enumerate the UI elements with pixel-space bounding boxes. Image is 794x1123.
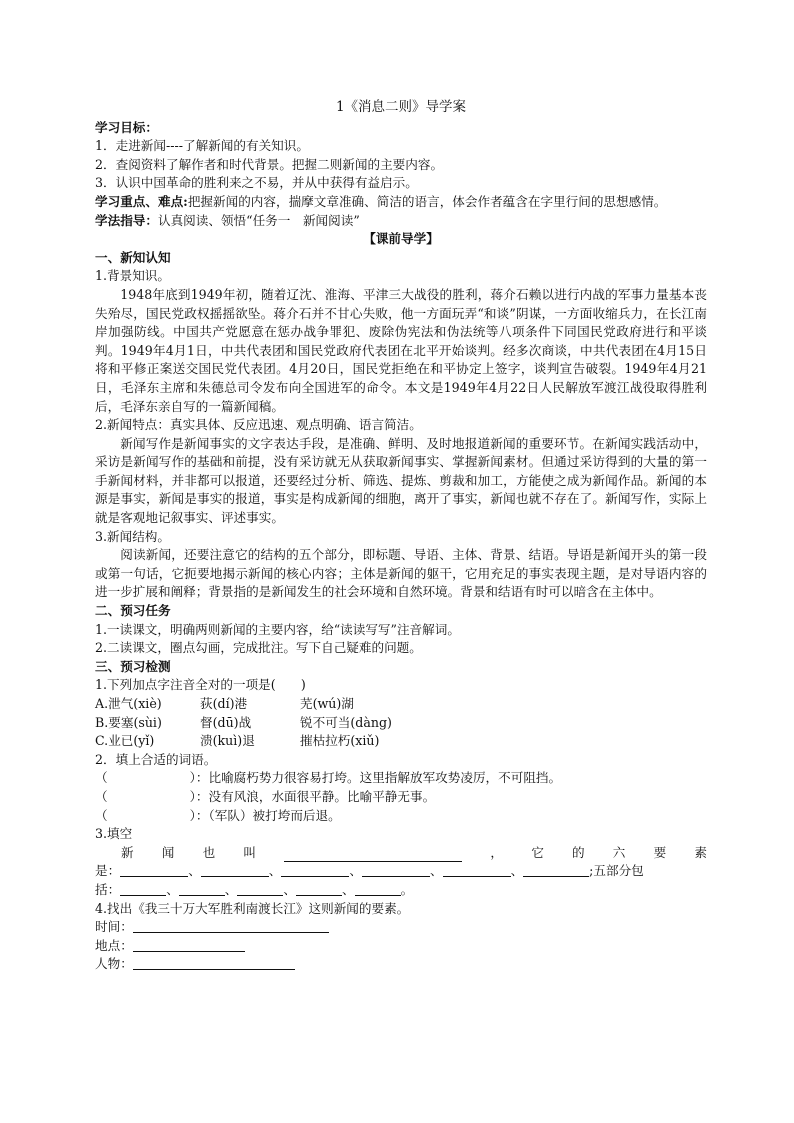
section-3-heading: 三、预习检测 xyxy=(95,658,171,674)
q3-word: 的 xyxy=(571,844,585,860)
answer-blank[interactable] xyxy=(120,882,166,896)
question-4-time xyxy=(95,918,707,937)
q3-word: 是： xyxy=(95,863,121,879)
question-2-definition: ）：（军队）被打垮而后退。 xyxy=(189,807,341,823)
q3-word: ;五部分包 xyxy=(589,863,644,879)
question-2: 2．填上合适的词语。 xyxy=(95,751,217,767)
task-item: 2.二读课文，圈点勾画，完成批注。写下自己疑难的问题。 xyxy=(95,640,422,656)
q3-word: 素 xyxy=(694,844,707,860)
option-word: 锐不可当(dàng) xyxy=(300,714,392,730)
open-paren: （ xyxy=(95,788,108,804)
option-word: 芜(wú)湖 xyxy=(300,696,354,711)
key-points-text: 把握新闻的内容，揣摩文章准确、简洁的语言，体会作者蕴含在字里行间的思想感情。 xyxy=(187,193,667,209)
option-word: C.业已(yǐ) xyxy=(95,733,155,749)
answer-blank[interactable] xyxy=(201,863,269,877)
goal-item: 2．查阅资料了解作者和时代背景。把握二则新闻的主要内容。 xyxy=(95,156,444,172)
method-guide xyxy=(95,212,707,231)
question-1-option-b xyxy=(95,714,707,733)
open-paren: （ xyxy=(95,770,108,786)
question-2-definition: ）：没有风浪，水面很平静。比喻平静无事。 xyxy=(189,788,436,804)
structure-heading: 3.新闻结构。 xyxy=(95,528,170,544)
q3-word: 也 xyxy=(202,844,216,860)
option-word: 督(dū)战 xyxy=(200,714,252,730)
q3-word: 。 xyxy=(400,881,414,897)
question-4-people xyxy=(95,955,707,974)
section-title: 【课前导学】 xyxy=(363,231,439,247)
background-paragraph: 1948年底到1949年初，随着辽沈、淮海、平津三大战役的胜利，蒋介石赖以进行内战的军事力量基本丧失殆尽，国民党政权摇摇欲坠。蒋介石并不甘心失败，他一方面玩弄“和谈”阴谋，一方面收缩兵力，在长江南岸加强防线。中国共产党愿意在惩办战争罪犯、废除伪宪法和伪法统等八项条件下同国民党政府进行和平谈判。1949年4月1日，中共代表团和国民党政府代表团在北平开始谈判。经多次商谈，中共代表团在4月15日将和平修正案送交国民党代表团。4月20日，国民党拒绝在和平协定上签字，谈判宣告破裂。1949年4月21日，毛泽东主席和朱德总司令发布向全国进军的命令。本文是1949年4月22日人民解放军渡江战役取得胜利后，毛泽东亲自写的一篇新闻稿。 xyxy=(95,286,707,414)
section-1-heading: 一、新知认知 xyxy=(95,249,171,265)
goal-item: 1．走进新闻----了解新闻的有关知识。 xyxy=(95,138,309,154)
q3-sep: 、 xyxy=(349,863,362,879)
answer-blank[interactable] xyxy=(120,863,188,877)
option-word: 荻(dí)港 xyxy=(200,696,248,711)
q4-label: 人物： xyxy=(95,956,133,972)
key-points xyxy=(95,193,707,212)
q3-sep: 、 xyxy=(341,881,355,897)
option-word: B.要塞(sùi) xyxy=(95,714,162,730)
question-3-line-1 xyxy=(95,844,707,863)
features-paragraph: 新闻写作是新闻事实的文字表达手段，是准确、鲜明、及时地报道新闻的重要环节。在新闻实践活动中，采访是新闻写作的基础和前提，没有采访就无从获取新闻事实、掌握新闻素材。但通过采访得到的大量的第一手新闻材料，并非都可以报道，还要经过分析、筛选、提炼、剪裁和加工，方能使之成为新闻作品。新闻的本源是事实，新闻是事实的报道，事实是构成新闻的细胞，离开了事实，新闻也就不存在了。新闻写作，实际上就是客观地记叙事实、评述事实。 xyxy=(95,435,707,526)
goal-item: 3．认识中国革命的胜利来之不易，并从中获得有益启示。 xyxy=(95,175,418,191)
q3-word: 它 xyxy=(531,844,544,860)
q3-sep: 、 xyxy=(510,863,524,879)
question-3-line-3 xyxy=(95,881,707,900)
option-word: 溃(kuì)退 xyxy=(200,733,255,749)
q4-label: 地点： xyxy=(95,937,133,953)
q3-sep: 、 xyxy=(188,863,201,879)
q3-word: 新 xyxy=(121,844,134,860)
answer-blank[interactable] xyxy=(355,882,401,896)
open-paren: （ xyxy=(95,807,108,823)
document-page xyxy=(95,98,707,974)
q3-word: 叫 xyxy=(243,844,256,860)
answer-blank[interactable] xyxy=(523,863,589,877)
method-heading: 学法指导： xyxy=(95,212,158,228)
q3-word: 括： xyxy=(95,881,121,897)
answer-blank[interactable] xyxy=(133,956,295,970)
q3-word: 六 xyxy=(612,844,626,860)
task-item: 1.一读课文，明确两则新闻的主要内容，给“读读写写”注音解词。 xyxy=(95,621,460,637)
method-text: 认真阅读、领悟“任务一 新闻阅读” xyxy=(157,212,360,228)
key-points-heading: 学习重点、难点: xyxy=(95,193,188,209)
question-2-item xyxy=(95,807,707,826)
background-heading: 1.背景知识。 xyxy=(95,268,170,284)
answer-blank[interactable] xyxy=(296,882,342,896)
page-title: 1《消息二则》导学案 xyxy=(335,99,467,115)
question-3-line-2 xyxy=(95,862,707,881)
section-2-heading: 二、预习任务 xyxy=(95,603,171,619)
answer-blank[interactable] xyxy=(281,863,349,877)
question-4: 4.找出《我三十万大军胜利南渡长江》这则新闻的要素。 xyxy=(95,900,410,916)
q4-label: 时间： xyxy=(95,919,133,935)
q3-sep: 、 xyxy=(283,881,296,897)
q3-sep: 、 xyxy=(429,863,443,879)
structure-paragraph: 阅读新闻，还要注意它的结构的五个部分，即标题、导语、主体、背景、结语。导语是新闻开头的第一段或第一句话，它扼要地揭示新闻的核心内容；主体是新闻的躯干，它用充足的事实表现主题，是对导语内容的进一步扩展和阐释；背景指的是新闻发生的社会环境和自然环境。背景和结语有时可以暗含在主体中。 xyxy=(95,547,707,600)
q3-word: 闻 xyxy=(161,844,175,860)
question-1-option-c xyxy=(95,732,707,751)
question-1-option-a xyxy=(95,695,707,714)
answer-blank[interactable] xyxy=(133,938,245,952)
question-2-definition: ）：比喻腐朽势力很容易打垮。这里指解放军攻势凌厉，不可阻挡。 xyxy=(189,770,562,786)
features-heading: 2.新闻特点：真实具体、反应迅速、观点明确、语言简洁。 xyxy=(95,417,422,433)
question-1: 1.下列加点字注音全对的一项是( ) xyxy=(95,677,306,693)
q3-word: ， xyxy=(490,844,503,860)
option-word: A.泄气(xiè) xyxy=(95,696,162,711)
question-2-item xyxy=(95,769,707,788)
answer-blank[interactable] xyxy=(362,863,430,877)
answer-blank[interactable] xyxy=(133,919,329,933)
goals-heading: 学习目标： xyxy=(95,119,158,135)
answer-blank[interactable] xyxy=(284,848,462,862)
answer-blank[interactable] xyxy=(443,863,511,877)
q3-sep: 、 xyxy=(268,863,282,879)
question-2-item xyxy=(95,788,707,807)
q3-sep: 、 xyxy=(166,881,179,897)
option-word: 摧枯拉朽(xiǔ) xyxy=(300,733,380,749)
question-3: 3.填空 xyxy=(95,826,133,842)
q3-word: 要 xyxy=(653,844,667,860)
q3-sep: 、 xyxy=(224,881,238,897)
answer-blank[interactable] xyxy=(179,882,225,896)
question-4-place xyxy=(95,937,707,956)
answer-blank[interactable] xyxy=(237,882,283,896)
